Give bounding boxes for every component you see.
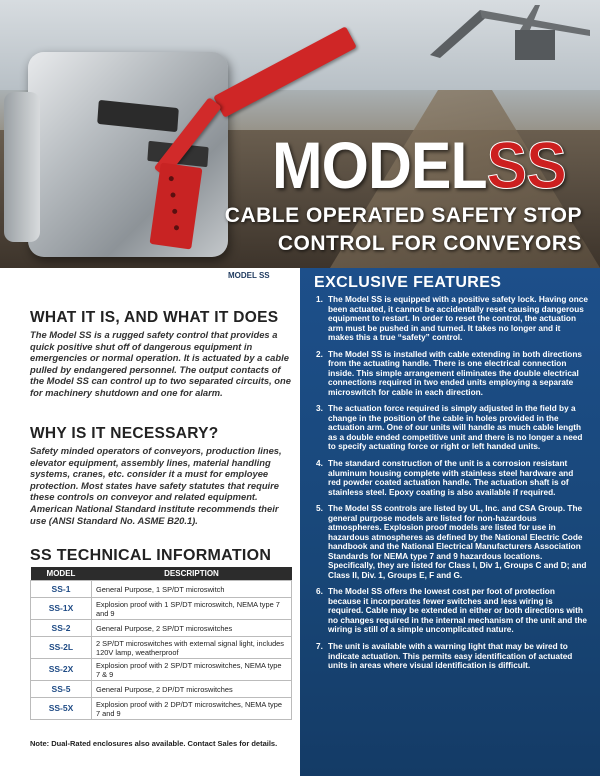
subtitle-line-1: CABLE OPERATED SAFETY STOP <box>224 204 582 227</box>
col-description: DESCRIPTION <box>92 567 292 581</box>
enclosure-side <box>4 92 40 242</box>
table-row <box>31 681 292 698</box>
cable-hole <box>174 225 180 231</box>
nameplate <box>97 100 179 132</box>
cable-hole <box>170 192 176 198</box>
feature-text: The unit is available with a warning light that may be wired to indicate actuation. This permits easy identification of actuated units in areas where visual identification is difficult. <box>328 642 573 671</box>
feature-item <box>316 350 588 398</box>
description-cell: General Purpose, 1 SP/DT microswitch <box>92 581 292 598</box>
description-cell: General Purpose, 2 DP/DT microswitches <box>92 681 292 698</box>
feature-item <box>316 295 588 343</box>
feature-item <box>316 504 588 580</box>
why-text: Safety minded operators of conveyors, production lines, elevator equipment, assembly lines, material handling systems, cranes, etc. consider it a must for employee protection. Most states have safety statutes that require these controls on conveyor and related equipment. American National Standard institute recommends their use (ANSI Standard No. ASME B20.1). <box>30 445 282 526</box>
why-heading: WHY IS IT NECESSARY? <box>30 425 219 442</box>
feature-number: 4. <box>316 459 323 469</box>
feature-item <box>316 642 588 671</box>
features-panel <box>300 268 600 776</box>
model-cell: SS-2 <box>31 620 92 637</box>
table-row <box>31 620 292 637</box>
image-caption: MODEL SS <box>228 271 270 280</box>
safety-control-enclosure <box>28 52 228 257</box>
table-row <box>31 698 292 720</box>
feature-text: The actuation force required is simply adjusted in the field by a change in the position of the cable in holes provided in the actuation arm. One of our units will handle as much cable length as a double ended competitive unit and there is no longer a need to specify actuating force or right or left handed units. <box>328 404 583 452</box>
feature-number: 5. <box>316 504 323 514</box>
description-cell: Explosion proof with 2 SP/DT microswitches, NEMA type 7 & 9 <box>92 659 292 681</box>
model-cell: SS-5 <box>31 681 92 698</box>
features-heading: EXCLUSIVE FEATURES <box>314 274 502 291</box>
cable-hole <box>168 176 174 182</box>
model-cell: SS-2L <box>31 637 92 659</box>
feature-text: The Model SS controls are listed by UL, Inc. and CSA Group. The general purpose models are listed for non-hazardous atmospheres. Explosion proof models are listed for use in hazardous atmospheres as defined by the National Electric Code handbook and the National Electrical Manufacturers Association Standards for NEMA type 7 and 9 hazardous locations. Specifically, they are listed for Class I, Div 1, Groups C and D; and Class II, Div. 1, Groups E, F and G. <box>328 504 587 580</box>
hero-banner <box>0 0 600 268</box>
feature-number: 3. <box>316 404 323 414</box>
product-title <box>272 128 566 202</box>
feature-text: The standard construction of the unit is a corrosion resistant aluminum housing complete with stainless steel hardware and red powder coated actuation handle. The actuation shaft is of stainless steel. Epoxy coating is also available if required. <box>328 459 574 497</box>
description-cell: 2 SP/DT microswitches with external signal light, includes 120V lamp, weatherproof <box>92 637 292 659</box>
what-heading: WHAT IT IS, AND WHAT IT DOES <box>30 309 279 326</box>
feature-text: The Model SS is equipped with a positive safety lock. Having once been actuated, it cannot be accidentally reset causing dangerous equipment to restart. In order to reset the control, the actuation arm must be pushed in and turned. It takes no longer and it makes this a true “safety” control. <box>328 295 588 342</box>
model-cell: SS-2X <box>31 659 92 681</box>
description-cell: Explosion proof with 1 SP/DT microswitch, NEMA type 7 and 9 <box>92 598 292 620</box>
title-ss: SS <box>486 128 566 202</box>
feature-number: 1. <box>316 295 323 304</box>
feature-text: The Model SS offers the lowest cost per foot of protection because it incorporates fewer switches and less wiring is required. Cable may be extended in either or both directions with no changes required in the internal mechanism of the unit and the wiring is still of a simple uncomplicated nature. <box>328 587 587 635</box>
table-row <box>31 581 292 598</box>
feature-number: 7. <box>316 642 323 652</box>
tech-heading: SS TECHNICAL INFORMATION <box>30 547 272 564</box>
subtitle-line-2: CONTROL FOR CONVEYORS <box>277 232 582 255</box>
table-note: Note: Dual-Rated enclosures also available. Contact Sales for details. <box>30 739 278 748</box>
feature-number: 6. <box>316 587 323 597</box>
feature-text: The Model SS is installed with cable extending in both directions from the actuating handle. There is one electrical connection inside. This simple arrangement eliminates the double electrical connections required in two ended units employing a separate microswitch for cable in each direction. <box>328 349 582 397</box>
feature-item <box>316 404 588 452</box>
table-row <box>31 598 292 620</box>
model-cell: SS-1 <box>31 581 92 598</box>
description-cell: Explosion proof with 2 DP/DT microswitches, NEMA type 7 and 9 <box>92 698 292 720</box>
model-cell: SS-1X <box>31 598 92 620</box>
excavator-silhouette <box>420 0 600 70</box>
cable-hole <box>172 209 178 215</box>
description-cell: General Purpose, 2 SP/DT microswitches <box>92 620 292 637</box>
tech-table-header <box>31 567 292 581</box>
feature-number: 2. <box>316 349 323 359</box>
feature-item <box>316 459 588 497</box>
model-cell: SS-5X <box>31 698 92 720</box>
what-text: The Model SS is a rugged safety control that provides a quick positive shut off of dangerous equipment in emergencies or normal operation. It is actuated by a cable pulled by endangered personnel. The output contacts of the Model SS can control up to two separated circuits, one for machinery shutdown and one for alarm. <box>30 329 291 398</box>
features-list <box>316 295 588 678</box>
tech-table <box>30 567 292 720</box>
feature-item <box>316 587 588 635</box>
col-model: MODEL <box>31 567 92 581</box>
table-row <box>31 659 292 681</box>
title-model: MODEL <box>272 128 487 202</box>
table-row <box>31 637 292 659</box>
